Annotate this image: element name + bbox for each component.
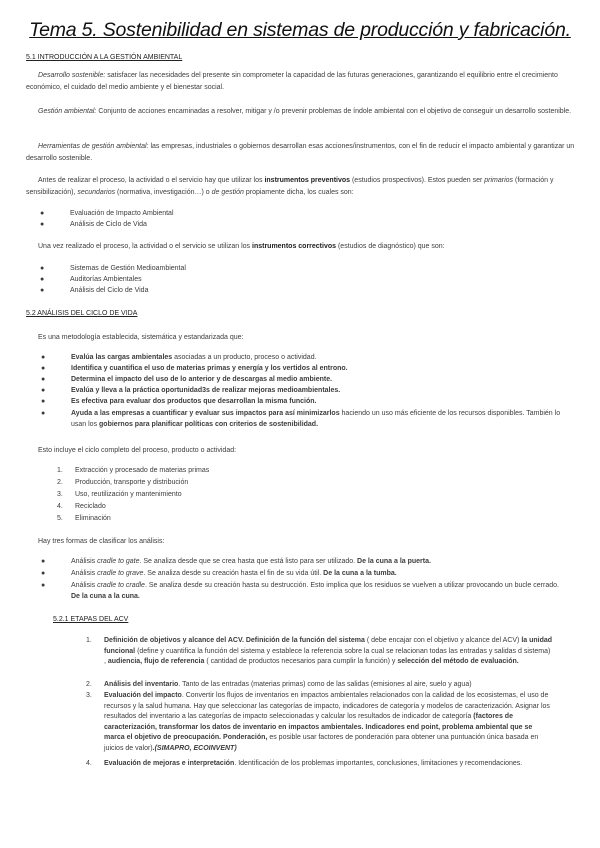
text-run-italic: primarios [484, 177, 514, 184]
paragraph-metodologia: Es una metodología establecida, sistemática y estandarizada que: [38, 334, 244, 341]
list-item [41, 364, 348, 375]
text-run: . Se analiza desde que se crea hasta que está listo para ser utilizado. [139, 558, 358, 565]
text-run: Análisis [71, 570, 98, 577]
text-run-bold: De la cuna a la puerta. [357, 558, 431, 565]
text-run-bold: De la cuna a la tumba. [323, 570, 397, 577]
page-title: Tema 5. Sostenibilidad en sistemas de producción y fabricación. [29, 19, 571, 41]
list-item-text: Análisis de Ciclo de Vida [70, 221, 147, 228]
list-item [40, 220, 147, 231]
paragraph-instrumentos-preventivos [26, 175, 576, 198]
bullet-icon: ● [40, 287, 45, 294]
list-number: 1. [57, 467, 63, 474]
list-number: 4. [57, 503, 63, 510]
list-item-text: Uso, reutilización y mantenimiento [75, 491, 182, 498]
list-item [57, 490, 182, 501]
bullet-icon: ● [41, 398, 46, 405]
text-run-italic: secundarios [77, 188, 116, 196]
list-item-text-bold: Ayuda a las empresas a cuantificar y evaluar sus impactos para así minimizarlos [71, 410, 340, 417]
list-item [40, 264, 186, 275]
list-item [40, 275, 142, 286]
paragraph-tres-formas: Hay tres formas de clasificar los análisis: [38, 538, 165, 545]
term-desarrollo-sostenible: Desarrollo sostenible: [38, 72, 106, 79]
text-run-bold: Evaluación de mejoras e interpretación [104, 760, 235, 767]
text-run: . Convertir los flujos de inventarios en impactos ambientales relacionados con la calidad de los ecosistemas, el uso de recursos y la salud humana. Hay que seleccionar las categorías de impacto, indicadores de categoría y modelos de caracterización. Asignar los resultados del inventario a las categorías de impacto seleccionadas y calcular los resultados de indicador de categoría [104, 692, 550, 720]
list-item-text: Sistemas de Gestión Medioambiental [70, 265, 186, 272]
list-item [57, 502, 106, 513]
list-item [57, 478, 189, 489]
list-number: 3. [57, 491, 63, 498]
text-run: . Se analiza desde su creación hasta su destrucción. Esto implica que los residuos se vuelven a utilizar provocando un bucle cerrado. [144, 582, 559, 589]
list-item-text: Extracción y procesado de materias primas [75, 467, 210, 474]
paragraph-ciclo-completo: Esto incluye el ciclo completo del proceso, producto o actividad: [38, 447, 237, 454]
list-item [86, 680, 554, 691]
bullet-icon: ● [40, 210, 45, 217]
list-item [41, 375, 333, 386]
list-item [40, 209, 174, 220]
list-item [41, 353, 317, 364]
list-number: 4. [86, 760, 92, 767]
list-item-text: Determina el impacto del uso de lo anterior y de descargas al medio ambiente. [71, 376, 333, 383]
text-run-italic: cradle to grave [97, 570, 144, 577]
text-run: (formación y sensibilización), [26, 177, 554, 196]
list-number: 5. [57, 515, 63, 522]
text-run: es posible usar factores de ponderación para obtener una puntuación única basada en juicios de valor) [104, 734, 539, 752]
text-run: . Identificación de los problemas importantes, conclusiones, limitaciones y recomendaciones. [234, 760, 523, 767]
text-run: Antes de realizar el proceso, la actividad o el servicio hay que utilizar los [38, 177, 265, 184]
text-run: . Se analiza desde su creación hasta el fin de su vida útil. [143, 570, 324, 577]
text-run-bold: instrumentos correctivos [252, 243, 337, 250]
text-run: ( debe encajar con el objetivo y alcance del ACV) [364, 637, 522, 644]
text-run-bold: .(SIMAPRO, ECOINVENT) [152, 744, 237, 752]
text-run: Análisis [71, 582, 98, 589]
text-run-bold: Definición de objetivos y alcance del ACV. Definición de la función del sistema [104, 637, 365, 644]
text-run-italic: cradle to gate [97, 558, 140, 565]
text-run-italic: de gestión [211, 188, 244, 196]
list-item-text: Análisis del Ciclo de Vida [70, 287, 149, 294]
list-number: 2. [57, 479, 63, 486]
section-heading-5-1: 5.1 INTRODUCCIÓN A LA GESTIÓN AMBIENTAL [26, 54, 183, 61]
paragraph-desarrollo-sostenible [26, 70, 576, 93]
list-item-text: Es efectiva para evaluar dos productos que desarrollan la misma función. [71, 398, 317, 405]
list-item-text-bold: Evalúa las cargas ambientales [71, 354, 173, 361]
list-item-text: haciendo un uso más eficiente de los recursos disponibles. También lo usan los [71, 410, 561, 428]
text-run: propiamente dicha, los cuales son: [243, 188, 354, 196]
bullet-icon: ● [41, 582, 46, 589]
text-run: (estudios de diagnóstico) que son: [336, 243, 445, 250]
list-item [41, 409, 561, 430]
bullet-icon: ● [41, 558, 46, 565]
text-run: . Tanto de las entradas (materias primas) como de las salidas (emisiones al aire, suelo y agua) [178, 681, 472, 688]
section-heading-5-2-1: 5.2.1 ETAPAS DEL ACV [53, 616, 129, 623]
list-item-text: Identifica y cuantifica el uso de materias primas y energía y los vertidos al entrono. [71, 365, 348, 372]
term-gestion-ambiental: Gestión ambiental: [38, 108, 97, 115]
list-item-text: Evaluación de Impacto Ambiental [70, 210, 174, 217]
list-item [57, 466, 210, 477]
paragraph-text: satisfacer las necesidades del presente sin comprometer la capacidad de las futuras generaciones, garantizando el equilibrio entre el crecimiento económico, el cuidado del medio ambiente y el bienestar social. [26, 72, 558, 91]
list-item [86, 759, 554, 770]
list-item [40, 286, 149, 297]
list-item-text: Auditorías Ambientales [70, 276, 142, 283]
paragraph-text: Conjunto de acciones encaminadas a resolver, mitigar y /o prevenir problemas de índole ambiental con el objetivo de conseguir un desarrollo sostenible. [96, 108, 572, 115]
list-number: 1. [86, 637, 92, 644]
list-item [41, 569, 561, 580]
text-run-italic: cradle to cradle [97, 582, 145, 589]
text-run-bold: la unidad funcional [104, 637, 553, 655]
bullet-icon: ● [41, 354, 46, 361]
list-item [41, 581, 561, 602]
list-item-text: Evalúa y lleva a la práctica oportunidad3s de realizar mejoras medioambientales. [71, 387, 341, 394]
text-run-bold: selección del método de evaluación. [397, 658, 519, 665]
bullet-icon: ● [40, 276, 45, 283]
list-item-text: Producción, transporte y distribución [75, 479, 189, 486]
paragraph-herramientas [26, 141, 576, 164]
paragraph-gestion-ambiental [26, 106, 576, 118]
bullet-icon: ● [41, 570, 46, 577]
text-run: (normativa, investigación…) o [115, 188, 212, 196]
list-item-text: asociadas a un producto, proceso o actividad. [172, 354, 317, 361]
bullet-icon: ● [41, 365, 46, 372]
text-run-bold: De la cuna a la cuna. [71, 592, 140, 600]
paragraph-text: las empresas, industriales o gobiernos desarrollan esas acciones/instrumentos, con el fin de reducir el impacto ambiental y garantizar un desarrollo sostenible. [26, 143, 575, 162]
text-run-bold: (factores de caracterización, transformar los datos de inventario en impactos ambientales. Indicadores end point, problema ambiental que se marca el objetivo de preocupación. Ponderación, [104, 713, 533, 741]
list-item-text: Eliminación [75, 515, 111, 522]
list-item-text: Reciclado [75, 503, 106, 510]
list-item-text-bold: gobiernos para planificar políticas con criterios de sostenibilidad. [99, 420, 319, 428]
list-item [57, 514, 111, 525]
bullet-icon: ● [40, 221, 45, 228]
list-number: 3. [86, 692, 92, 699]
bullet-icon: ● [41, 376, 46, 383]
list-item [86, 691, 554, 754]
text-run-bold: instrumentos preventivos [264, 177, 351, 184]
text-run-bold: Evaluación del impacto [104, 692, 182, 699]
text-run: (define y cuantifica la función del sistema y establece la referencia sobre la cual se relacionan todas las entradas y salidas d sistema) , [104, 647, 551, 665]
text-run: ( cantidad de productos necesarios para cumplir la función) y [204, 658, 398, 665]
list-item [41, 557, 561, 568]
list-item [41, 386, 341, 397]
term-herramientas: Herramientas de gestión ambiental: [38, 143, 149, 150]
list-item [41, 397, 317, 408]
list-number: 2. [86, 681, 92, 688]
text-run: Análisis [71, 558, 98, 565]
paragraph-instrumentos-correctivos [38, 241, 578, 253]
text-run: Una vez realizado el proceso, la actividad o el servicio se utilizan los [38, 243, 252, 250]
text-run: (estudios prospectivos). Estos pueden ser [350, 177, 485, 184]
text-run-bold: audiencia, flujo de referencia [107, 658, 205, 665]
text-run-bold: Análisis del inventario [104, 681, 179, 688]
section-heading-5-2: 5.2 ANÁLISIS DEL CICLO DE VIDA [26, 310, 138, 317]
bullet-icon: ● [40, 265, 45, 272]
list-item [86, 636, 554, 668]
bullet-icon: ● [41, 410, 46, 417]
bullet-icon: ● [41, 387, 46, 394]
